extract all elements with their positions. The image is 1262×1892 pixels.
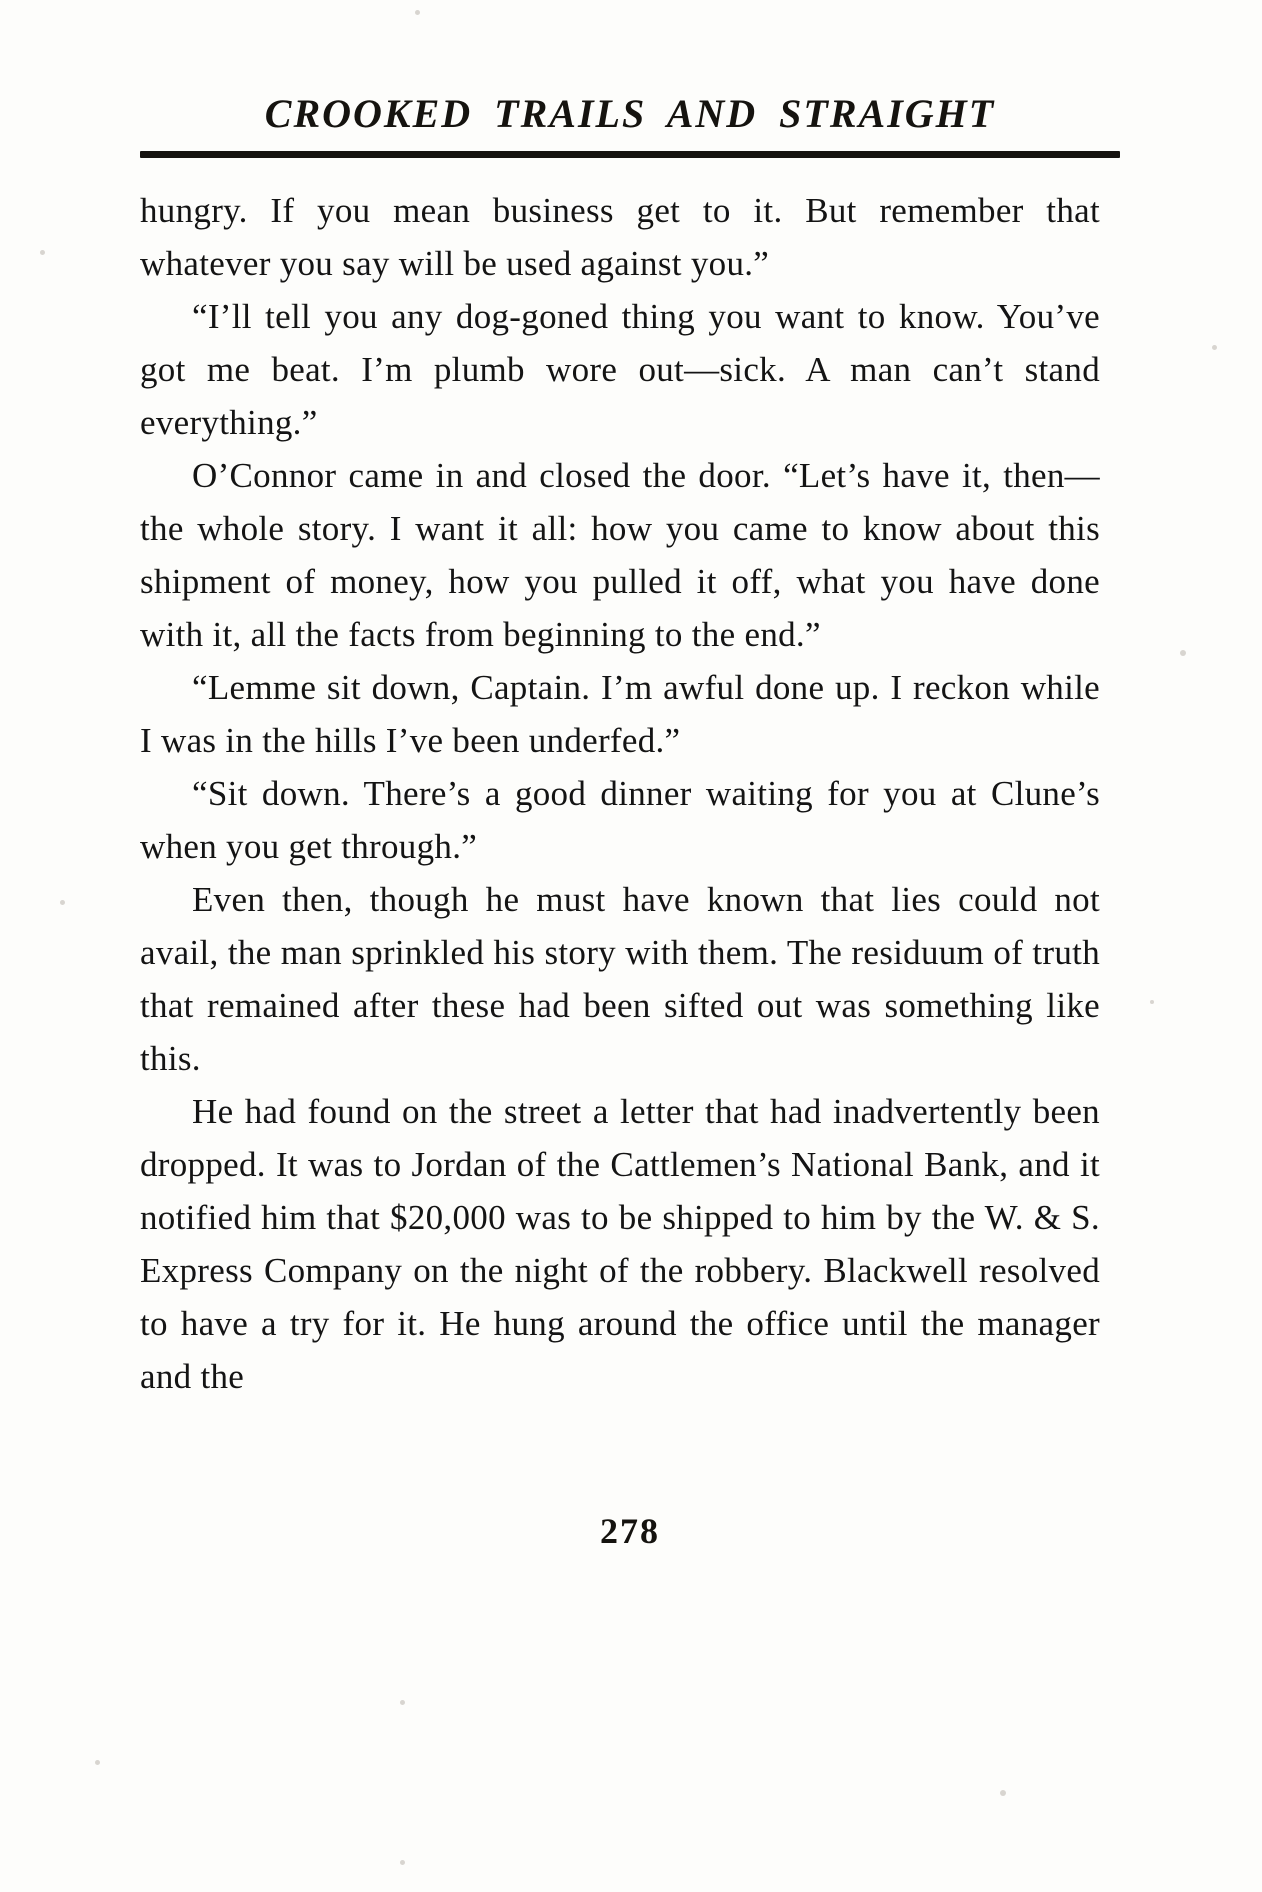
scan-speck	[1000, 1790, 1006, 1796]
paragraph: Even then, though he must have known that lies could not avail, the man sprinkled his story with them. The residuum of truth that remained after these had been sifted out was something like this.	[140, 880, 1100, 1078]
paragraph: “Lemme sit down, Captain. I’m awful done up. I reckon while I was in the hills I’ve been underfed.”	[140, 668, 1100, 760]
scan-speck	[40, 250, 45, 255]
paragraph: He had found on the street a letter that had inadvertently been dropped. It was to Jordan of the Cattlemen’s National Bank, and it notified him that $20,000 was to be shipped to him by the W. & S. Express Company on the night of the robbery. Blackwell resolved to have a try for it. He hung around the office until the manager and the	[140, 1092, 1100, 1396]
paragraph: “I’ll tell you any dog-goned thing you want to know. You’ve got me beat. I’m plumb wore out—sick. A man can’t stand everything.”	[140, 297, 1100, 442]
page-number: 278	[600, 1511, 660, 1551]
scan-speck	[60, 900, 65, 905]
paragraph: “Sit down. There’s a good dinner waiting for you at Clune’s when you get through.”	[140, 774, 1100, 866]
running-head: CROOKED TRAILS AND STRAIGHT	[264, 91, 996, 136]
scan-speck	[1150, 1000, 1154, 1004]
scan-speck	[95, 1760, 100, 1765]
body-text	[140, 184, 1100, 1403]
paragraph: O’Connor came in and closed the door. “Let’s have it, then—the whole story. I want it all: how you came to know about this shipment of money, how you pulled it off, what you have done with it, all the facts from beginning to the end.”	[140, 456, 1100, 654]
scan-speck	[400, 1860, 405, 1865]
scan-speck	[1212, 345, 1217, 350]
header-rule	[140, 151, 1120, 158]
scan-speck	[415, 10, 420, 15]
scan-speck	[1180, 650, 1186, 656]
scan-speck	[400, 1700, 405, 1705]
paragraph: hungry. If you mean business get to it. But remember that whatever you say will be used against you.”	[140, 191, 1100, 283]
